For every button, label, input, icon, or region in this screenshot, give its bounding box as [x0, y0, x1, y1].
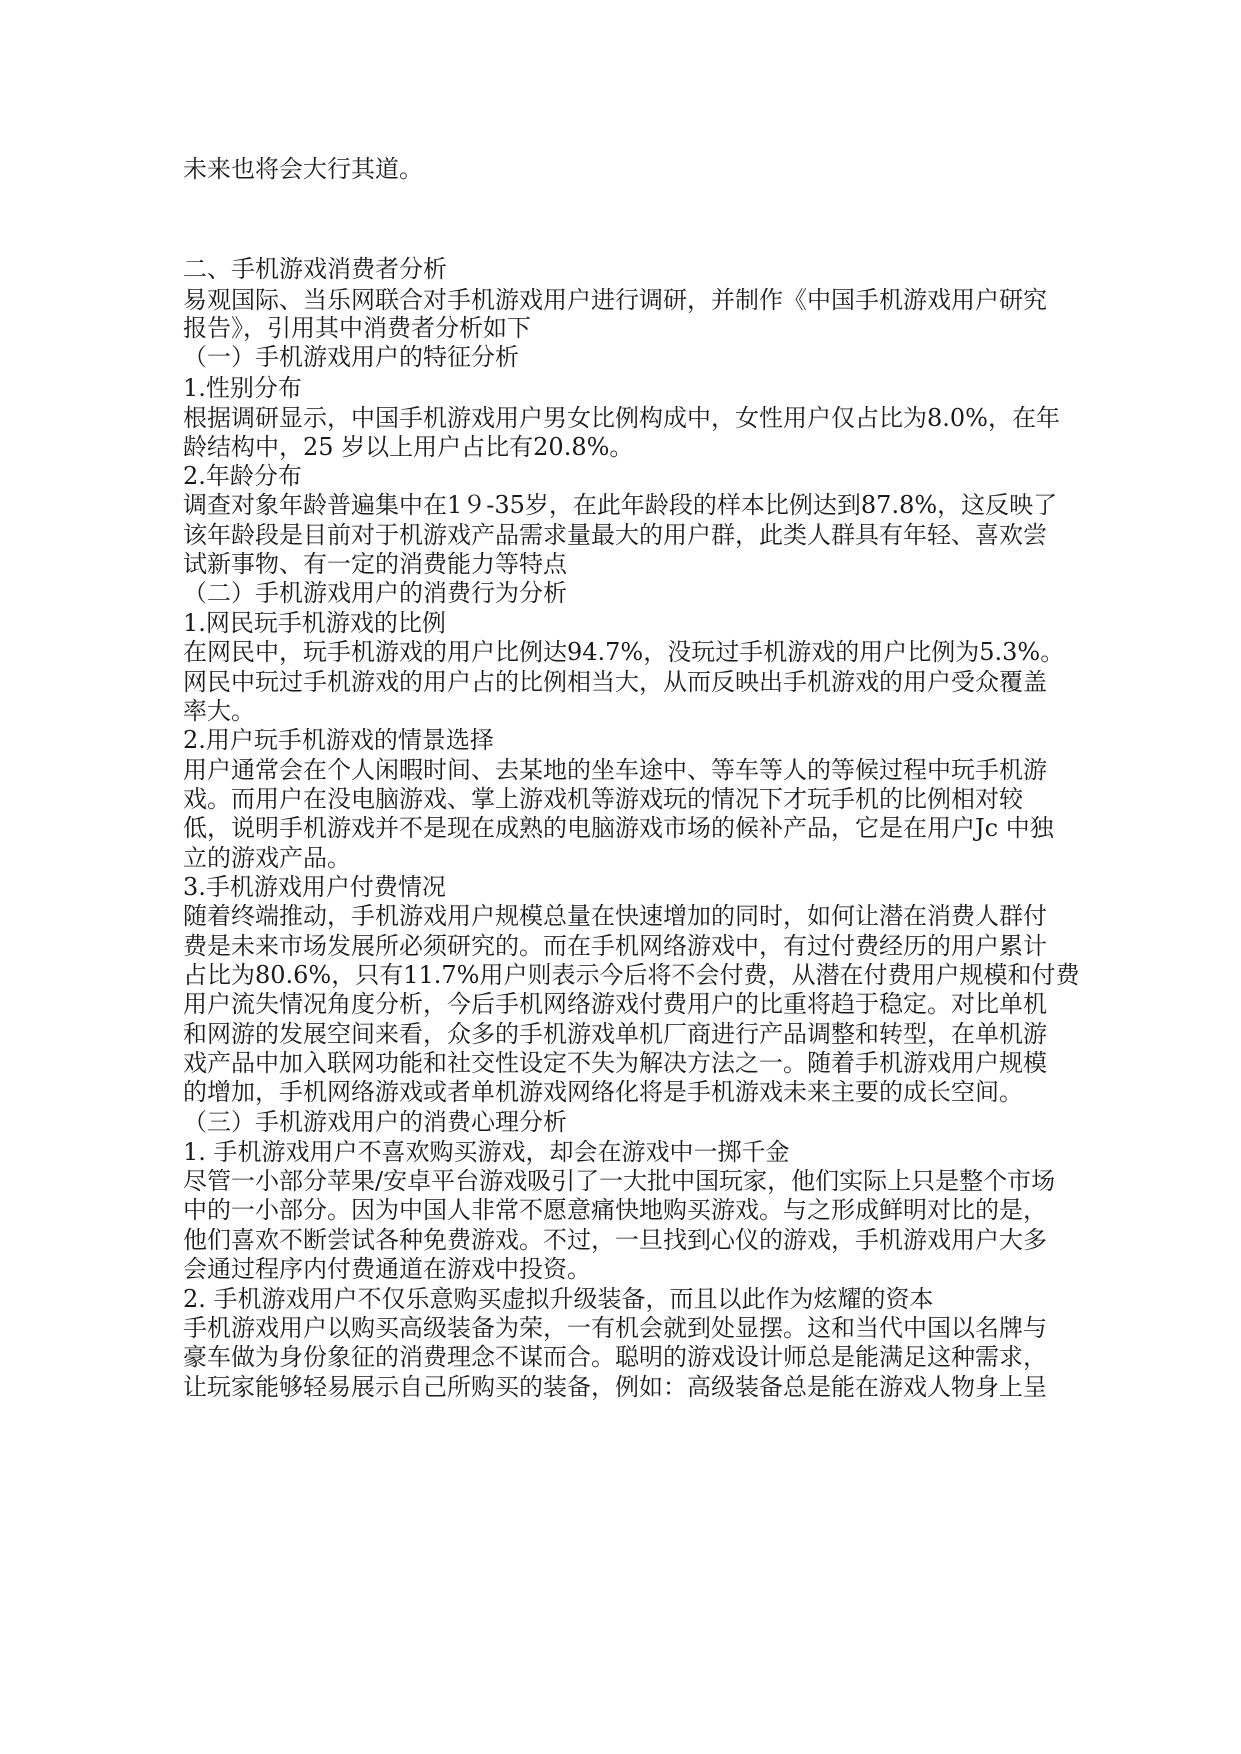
paragraph-line: 根据调研显示，中国手机游戏用户男女比例构成中，女性用户仅占比为8.0%，在年 [183, 404, 1060, 432]
paragraph-line: 戏。而用户在没电脑游戏、掌上游戏机等游戏玩的情况下才玩手机的比例相对较 [183, 785, 1023, 813]
item-heading: 2.用户玩手机游戏的情景选择 [183, 726, 494, 754]
item-heading: 1.网民玩手机游戏的比例 [183, 609, 446, 637]
paragraph-line: 的增加，手机网络游戏或者单机游戏网络化将是手机游戏未来主要的成长空间。 [183, 1078, 1023, 1106]
paragraph-line: 中的一小部分。因为中国人非常不愿意痛快地购买游戏。与之形成鲜明对比的是， [183, 1196, 1047, 1224]
paragraph-line: 让玩家能够轻易展示自己所购买的装备，例如：高级装备总是能在游戏人物身上呈 [183, 1373, 1047, 1401]
paragraph-line: 该年龄段是目前对于机游戏产品需求量最大的用户群，此类人群具有年轻、喜欢尝 [183, 521, 1047, 549]
subsection-heading: （三）手机游戏用户的消费心理分析 [183, 1108, 567, 1136]
item-heading: 2.年龄分布 [183, 462, 302, 490]
item-heading: 1. 手机游戏用户不喜欢购买游戏，却会在游戏中一掷千金 [183, 1138, 790, 1166]
item-heading: 3.手机游戏用户付费情况 [183, 873, 446, 901]
section-heading: 二、手机游戏消费者分析 [183, 255, 447, 283]
paragraph-line: 在网民中，玩手机游戏的用户比例达94.7%，没玩过手机游戏的用户比例为5.3%。 [183, 638, 1065, 666]
subsection-heading: （二）手机游戏用户的消费行为分析 [183, 579, 567, 607]
item-heading: 1.性别分布 [183, 374, 302, 402]
paragraph-line: 报告》，引用其中消费者分析如下 [183, 314, 531, 342]
paragraph-line: 随着终端推动，手机游戏用户规模总量在快速增加的同时，如何让潜在消费人群付 [183, 902, 1047, 930]
paragraph-line: 调查对象年龄普遍集中在1９-35岁，在此年龄段的样本比例达到87.8%，这反映了 [183, 491, 1058, 519]
paragraph-line: 手机游戏用户以购买高级装备为荣，一有机会就到处显摆。这和当代中国以名牌与 [183, 1314, 1047, 1342]
paragraph-line: 立的游戏产品。 [183, 844, 351, 872]
paragraph-line: 戏产品中加入联网功能和社交性设定不失为解决方法之一。随着手机游戏用户规模 [183, 1049, 1047, 1077]
paragraph-line: 和网游的发展空间来看，众多的手机游戏单机厂商进行产品调整和转型，在单机游 [183, 1020, 1047, 1048]
paragraph-line: 易观国际、当乐网联合对手机游戏用户进行调研，并制作《中国手机游戏用户研究 [183, 286, 1047, 314]
paragraph-line: 费是未来市场发展所必须研究的。而在手机网络游戏中，有过付费经历的用户累计 [183, 932, 1047, 960]
paragraph-line: 网民中玩过手机游戏的用户占的比例相当大，从而反映出手机游戏的用户受众覆盖 [183, 668, 1047, 696]
item-heading: 2. 手机游戏用户不仅乐意购买虚拟升级装备，而且以此作为炫耀的资本 [183, 1285, 934, 1313]
paragraph-line: 豪车做为身份象征的消费理念不谋而合。聪明的游戏设计师总是能满足这种需求， [183, 1343, 1047, 1371]
paragraph-line: 尽管一小部分苹果/安卓平台游戏吸引了一大批中国玩家，他们实际上只是整个市场 [183, 1167, 1056, 1195]
paragraph-line: 他们喜欢不断尝试各种免费游戏。不过，一旦找到心仪的游戏，手机游戏用户大多 [183, 1226, 1047, 1254]
paragraph-line: 低，说明手机游戏并不是现在成熟的电脑游戏市场的候补产品，它是在用户Jc 中独 [183, 814, 1054, 842]
paragraph-line: 用户流失情况角度分析，今后手机网络游戏付费用户的比重将趋于稳定。对比单机 [183, 990, 1047, 1018]
paragraph-line: 未来也将会大行其道。 [183, 155, 423, 183]
paragraph-line: 占比为80.6%，只有11.7%用户则表示今后将不会付费，从潜在付费用户规模和付费 [183, 961, 1080, 989]
paragraph-line: 用户通常会在个人闲暇时间、去某地的坐车途中、等车等人的等候过程中玩手机游 [183, 756, 1047, 784]
paragraph-line: 龄结构中，25 岁以上用户占比有20.8%。 [183, 433, 634, 461]
paragraph-line: 率大。 [183, 697, 255, 725]
paragraph-line: 会通过程序内付费通道在游戏中投资。 [183, 1255, 591, 1283]
subsection-heading: （一）手机游戏用户的特征分析 [183, 343, 519, 371]
paragraph-line: 试新事物、有一定的消费能力等特点 [183, 550, 567, 578]
